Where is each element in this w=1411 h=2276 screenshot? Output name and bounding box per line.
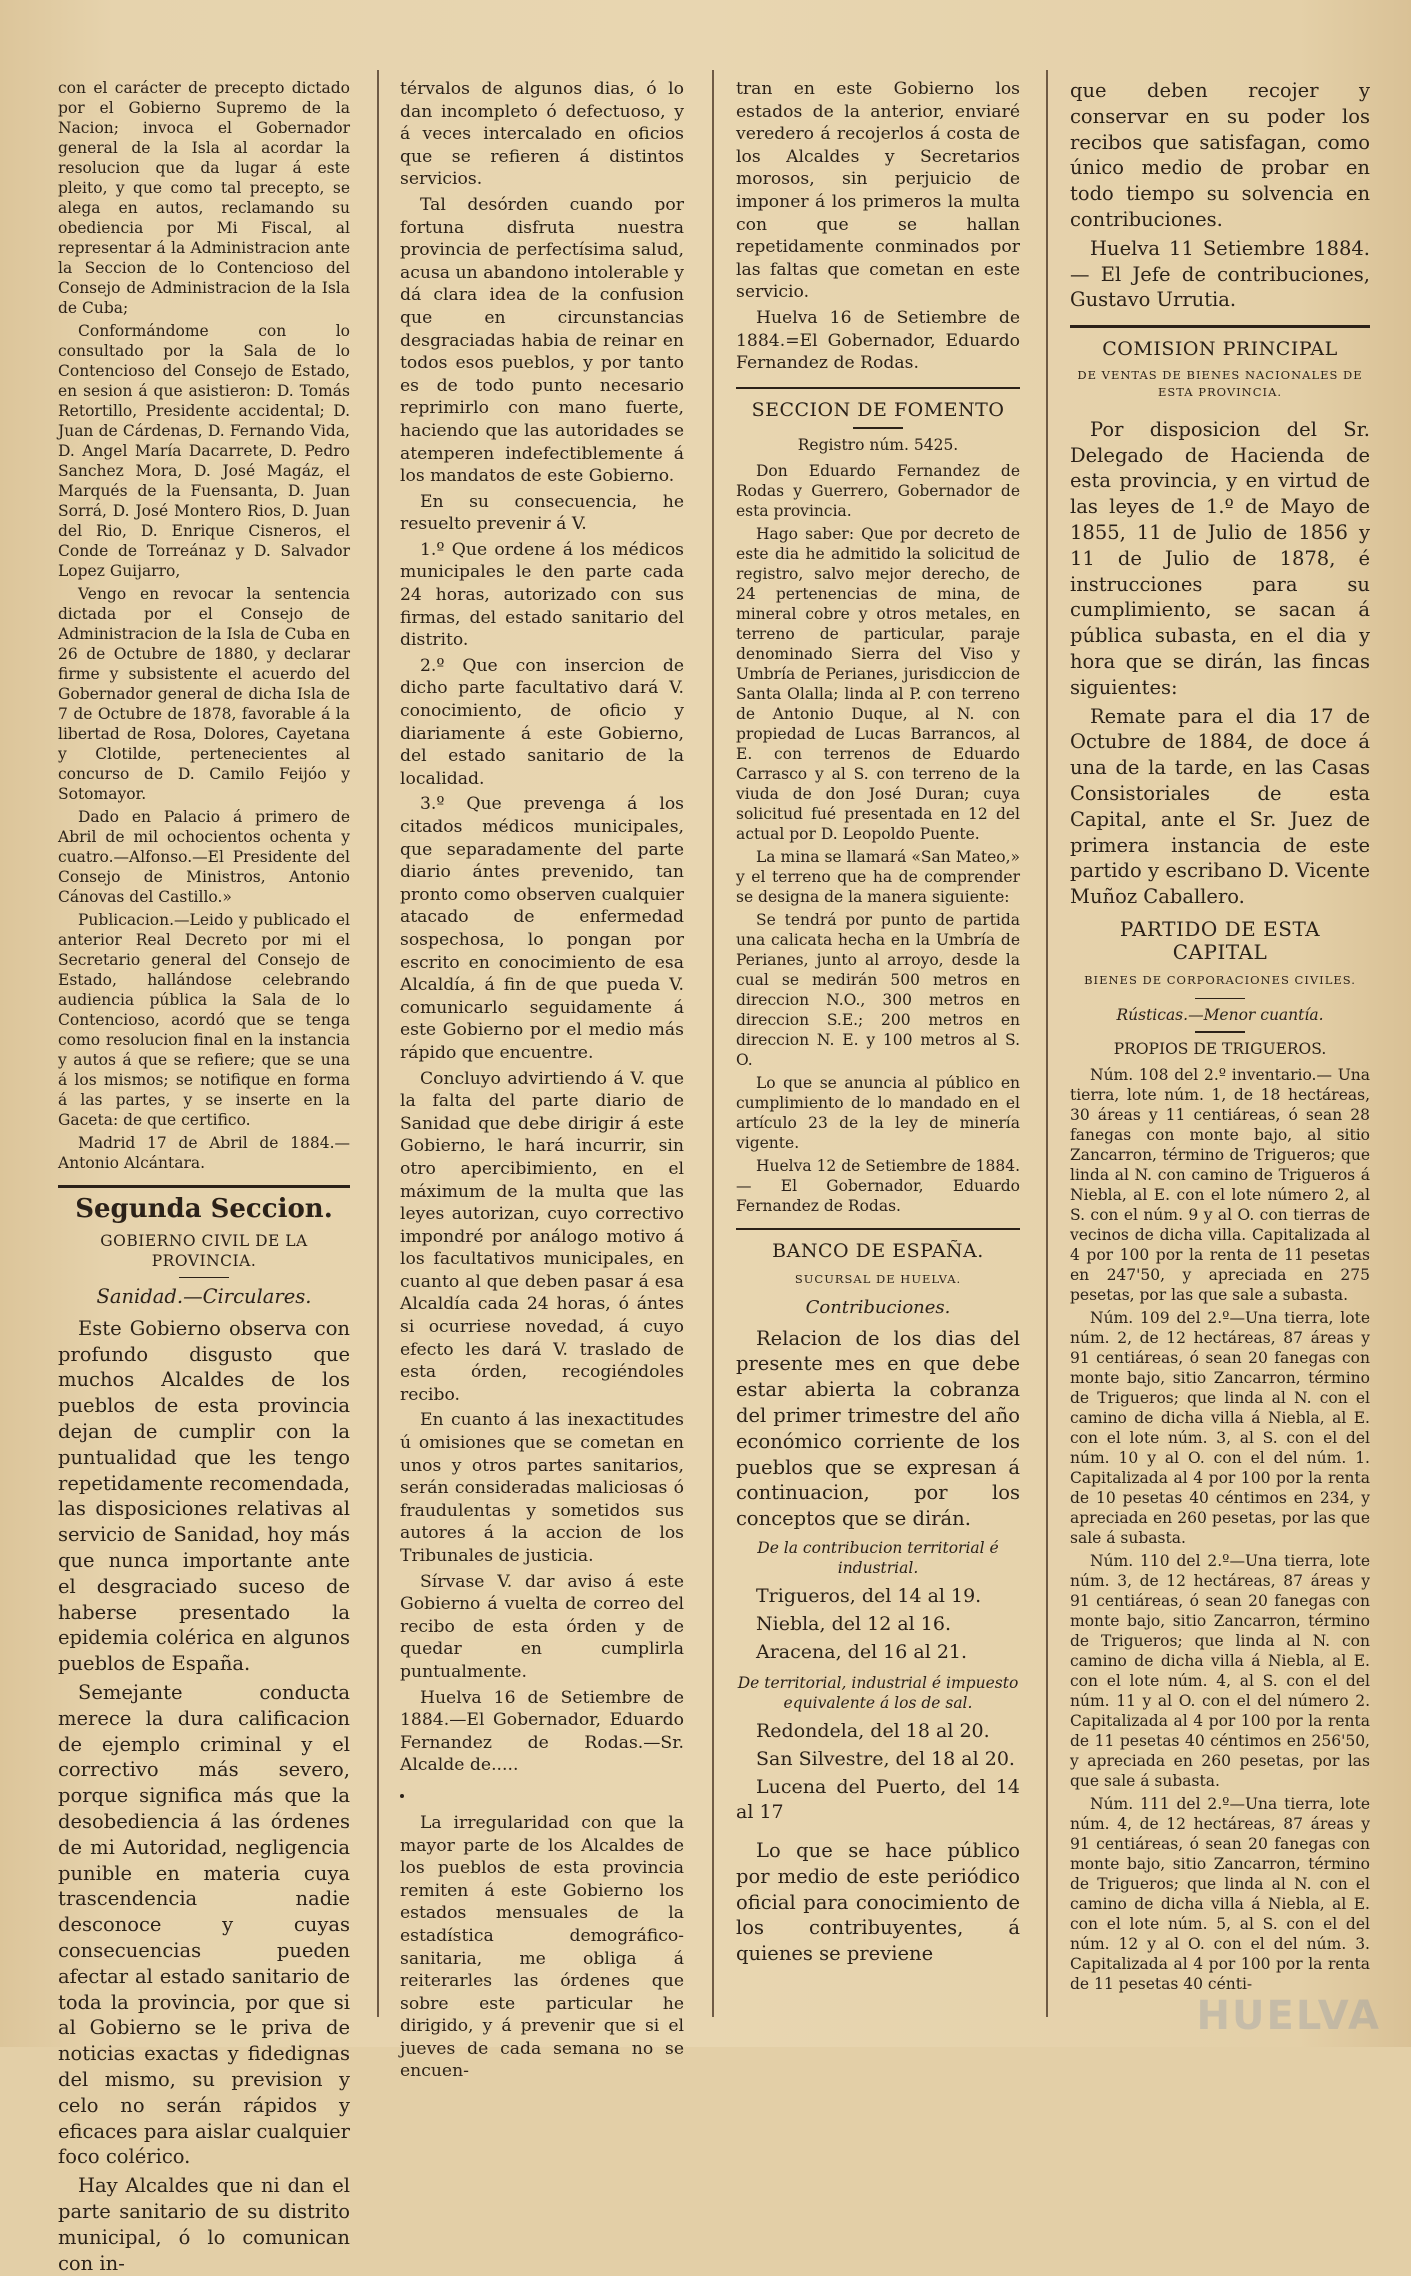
paragraph: térvalos de algunos dias, ó lo dan incompleto ó defectuoso, y á veces intercalado en oficios que se refieren á distintos servicios. bbox=[400, 79, 684, 190]
section-heading: SECCION DE FOMENTO bbox=[751, 398, 1005, 421]
paragraph: tran en este Gobierno los estados de la anterior, enviaré veredero á recojerlos á costa de los Alcaldes y Secretarios morosos, sin perjuicio de imponer á los primeros la multa con que se hallan repetidamente conminados por las faltas que cometan en este servicio. bbox=[736, 79, 1020, 303]
paragraph: Se tendrá por punto de partida una calicata hecha en la Umbría de Perianes, junto al arroyo, desde la cual se medirán 500 metros en direccion N.O., 300 metros en direccion S.E.; 200 metros en direccion N. E. y 100 metros al S. O. bbox=[736, 910, 1020, 1069]
paragraph: Hay Alcaldes que ni dan el parte sanitario de su distrito municipal, ó lo comunican con in- bbox=[58, 2174, 350, 2275]
paragraph: La mina se llamará «San Mateo,» y el terreno que ha de comprender se designa de la manera siguiente: bbox=[736, 847, 1020, 906]
paragraph: 2.º Que con insercion de dicho parte facultativo dará V. conocimiento, de oficio y diariamente á este Gobierno, del estado sanitario de la localidad. bbox=[400, 655, 684, 789]
list-item: Lucena del Puerto, del 14 al 17 bbox=[736, 1775, 1020, 1823]
paragraph: Sírvase V. dar aviso á este Gobierno á vuelta de correo del recibo de esta órden y de quedar en cumplirla puntualmente. bbox=[400, 1571, 684, 1682]
section-heading: COMISION PRINCIPAL bbox=[1102, 338, 1338, 361]
column-2 bbox=[400, 78, 684, 2082]
list-item: Trigueros, del 14 al 19. bbox=[756, 1584, 982, 1607]
paragraph: Lo que se anuncia al público en cumplimiento de lo mandado en el artículo 23 de la ley de minería vigente. bbox=[736, 1073, 1020, 1152]
section-divider bbox=[58, 1185, 350, 1188]
signature-paragraph: Huelva 16 de Setiembre de 1884.—El Gobernador, Eduardo Fernandez de Rodas.—Sr. Alcalde de..... bbox=[400, 1687, 684, 1776]
short-divider bbox=[853, 427, 903, 429]
column-1 bbox=[58, 78, 350, 2275]
lot-entry: Núm. 109 del 2.º—Una tierra, lote núm. 2, de 12 hectáreas, 87 áreas y 91 centiáreas, ó sean 20 fanegas con monte bajo, sitio Zancarron, término de Trigueros; que linda al N. con el camino de dicha villa á Niebla, al E. con el lote núm. 3, al S. con el del núm. 10 y al O. con el del núm. 1. Capitalizada al 4 por 100 por la renta de 10 pesetas 40 céntimos en 234, y apreciada en 260 pesetas, por las que sale á subasta. bbox=[1070, 1308, 1370, 1547]
subsection-heading: PROPIOS DE TRIGUEROS. bbox=[1113, 1039, 1327, 1058]
list-item: San Silvestre, del 18 al 20. bbox=[756, 1747, 1015, 1770]
paragraph: La irregularidad con que la mayor parte de los Alcaldes de los pueblos de esta provincia remiten á este Gobierno los estados mensuales de la estadística demográfico-sanitaria, me obliga á reiterarles las órdenes que sobre este particular he dirigido, y á prevenir que si el jueves de cada semana no se encuen- bbox=[400, 1812, 684, 2082]
column-rule bbox=[712, 70, 714, 2017]
lot-entry: Núm. 111 del 2.º—Una tierra, lote núm. 4, de 12 hectáreas, 87 áreas y 91 centiáreas, ó sean 20 fanegas con monte bajo, sitio Zancarron, término de Trigueros; que linda al N. con el camino de dicha villa á Niebla, al E. con el lote núm. 5, al S. con el del núm. 12 y al O. con el del núm. 3. Capitalizada al 4 por 100 por la renta de 11 pesetas 40 cénti- bbox=[1070, 1794, 1370, 1993]
column-rule bbox=[1046, 70, 1048, 2017]
paragraph: Tal desórden cuando por fortuna disfruta nuestra provincia de perfectísima salud, acusa un abandono intolerable y dá clara idea de la confusion que en circunstancias desgraciadas habia de reinar en todos esos pueblos, y por tanto es de todo punto necesario reprimirlo con mano fuerte, haciendo que las autoridades se atemperen indefectiblemente á los mandatos de este Gobierno. bbox=[400, 194, 684, 487]
paragraph: Vengo en revocar la sentencia dictada por el Consejo de Administracion de la Isla de Cuba en 26 de Octubre de 1880, y declarar firme y subsistente el acuerdo del Gobernador general de dicha Isla de 7 de Octubre de 1878, favorable á la libertad de Rosa, Dolores, Cayetana y Clotilde, pertenecientes al concurso de D. Camilo Feijóo y Sotomayor. bbox=[58, 585, 350, 803]
section-heading: BANCO DE ESPAÑA. bbox=[772, 1239, 984, 1262]
paragraph: Concluyo advirtiendo á V. que la falta del parte diario de Sanidad que debe dirigir á este Gobierno, le hará incurrir, sin otro apercibimiento, en el máximum de la multa que las leyes autorizan, cuyo correctivo impondré por análogo motivo á los facultativos municipales, en cuanto al que deben pasar á esa Alcaldía cada 24 horas, ó ántes si ocurriese novedad, á cuyo efecto les dará V. traslado de esta órden, recogiéndoles recibo. bbox=[400, 1068, 684, 1405]
section-divider bbox=[1070, 325, 1370, 328]
list-item: Aracena, del 16 al 21. bbox=[756, 1640, 968, 1663]
registry-number: Registro núm. 5425. bbox=[797, 435, 959, 454]
paragraph: Relacion de los dias del presente mes en que debe estar abierta la cobranza del primer trimestre del año económico corriente de los pueblos que se expresan á continuacion, por los conceptos que se dirán. bbox=[736, 1326, 1020, 1531]
paragraph: 1.º Que ordene á los médicos municipales le den parte cada 24 horas, autorizado con sus firmas, del estado sanitario del distrito. bbox=[400, 539, 684, 651]
paragraph: con el carácter de precepto dictado por el Gobierno Supremo de la Nacion; invoca el Gobernador general de la Isla al acordar la resolucion que da lugar á este pleito, y que como tal precepto, se alega en autos, reclamando su obediencia por Mi Fiscal, al representar á la Administracion ante la Seccion de lo Contencioso del Consejo de Administracion de la Isla de Cuba; bbox=[58, 79, 350, 317]
short-divider bbox=[1195, 998, 1245, 1000]
paragraph: En cuanto á las inexactitudes ú omisiones que se cometan en unos y otros partes sanitarios, serán consideradas maliciosas ó fraudulentas y sometidos sus autores á la accion de los Tribunales de justicia. bbox=[400, 1410, 684, 1566]
paragraph: Dado en Palacio á primero de Abril de mil ochocientos ochenta y cuatro.—Alfonso.—El Presidente del Consejo de Ministros, Antonio Cánovas del Castillo.» bbox=[58, 808, 350, 906]
paragraph: Lo que se hace público por medio de este periódico oficial para conocimiento de los contribuyentes, á quienes se previene bbox=[736, 1838, 1020, 1966]
section-heading: PARTIDO DE ESTA CAPITAL bbox=[1119, 916, 1321, 964]
paragraph: Publicacion.—Leido y publicado el anterior Real Decreto por mi el Secretario general del Consejo de Estado, hallándose celebrando audiencia pública la Sala de lo Contencioso, acordó que se tenga como resolucion final en la instancia y autos á que se refiere; que se una á los mismos; se notifique en forma á las partes, y se inserte en la Gaceta: de que certifico. bbox=[58, 911, 350, 1129]
section-title: Segunda Seccion. bbox=[75, 1194, 333, 1224]
signature-paragraph: Huelva 11 Setiembre 1884.— El Jefe de contribuciones, Gustavo Urrutia. bbox=[1070, 236, 1370, 312]
short-divider bbox=[179, 1277, 229, 1279]
paragraph: Don Eduardo Fernandez de Rodas y Guerrero, Gobernador de esta provincia. bbox=[736, 461, 1020, 520]
column-3 bbox=[736, 78, 1020, 2027]
column-rule bbox=[377, 70, 379, 2017]
section-divider bbox=[736, 387, 1020, 389]
paragraph: Madrid 17 de Abril de 1884.— Antonio Alcántara. bbox=[58, 1134, 350, 1172]
department-heading: GOBIERNO CIVIL DE LA PROVINCIA. bbox=[100, 1231, 308, 1270]
list-heading: De la contribucion territorial é industrial. bbox=[757, 1538, 999, 1577]
paragraph: En su consecuencia, he resuelto prevenir á V. bbox=[400, 491, 684, 535]
subsection-heading: Sanidad.—Circulares. bbox=[96, 1285, 312, 1309]
paragraph: Remate para el dia 17 de Octubre de 1884, de doce á una de la tarde, en las Casas Consistoriales de esta Capital, ante el Sr. Juez de primera instancia de este partido y escribano D. Vicente Muñoz Caballero. bbox=[1070, 704, 1370, 909]
subsection-heading: SUCURSAL DE HUELVA. bbox=[794, 1272, 962, 1287]
subsection-heading: Rústicas.—Menor cuantía. bbox=[1116, 1006, 1324, 1025]
signature-paragraph: Huelva 16 de Setiembre de 1884.=El Gobernador, Eduardo Fernandez de Rodas. bbox=[736, 307, 1020, 374]
paragraph: que deben recojer y conservar en su poder los recibos que satisfagan, como único medio de probar en todo tiempo su solvencia en contribuciones. bbox=[1070, 79, 1370, 231]
lot-entry: Núm. 110 del 2.º—Una tierra, lote núm. 3, de 12 hectáreas, 87 áreas y 91 centiáreas, ó sean 20 fanegas con monte bajo, sitio Zancarron, término de Trigueros; que linda al N. con camino de dicha villa á Niebla, al E. con el lote núm. 4, al S. con el del núm. 11 y al O. con el del número 2. Capitalizada al 4 por 100 por la renta de 11 pesetas 40 céntimos en 256'50, y apreciada en 260 pesetas, por las que sale á subasta. bbox=[1070, 1551, 1370, 1790]
paragraph: Este Gobierno observa con profundo disgusto que muchos Alcaldes de los pueblos de esta provincia dejan de cumplir con la puntualidad que les tengo repetidamente recomendada, las disposiciones relativas al servicio de Sanidad, hoy más que nunca importante ante el desgraciado suceso de haberse presentado la epidemia colérica en algunos pueblos de España. bbox=[58, 1316, 350, 1676]
list-heading: De territorial, industrial é impuesto equivalente á los de sal. bbox=[737, 1673, 1019, 1712]
paragraph: Conformándome con lo consultado por la Sala de lo Contencioso del Consejo de Estado, en sesion á que asistieron: D. Tomás Retortillo, Presidente accidental; D. Juan de Cárdenas, D. Fernando Vida, D. Angel María Dacarrete, D. Pedro Sanchez Mora, D. José Magáz, el Marqués de la Fuensanta, D. Juan Sorrá, D. José Montero Rios, D. Juan del Rio, D. Enrique Cisneros, el Conde de Torreánaz y D. Salvador Lopez Guijarro, bbox=[58, 322, 350, 580]
watermark-logo: HUELVA bbox=[1196, 1993, 1381, 2039]
paragraph: Hago saber: Que por decreto de este dia he admitido la solicitud de registro, salvo mejor derecho, de 24 pertenencias de mina, de mineral cobre y otros metales, en terreno de particular, paraje denominado Sierra del Viso y Umbría de Perianes, jurisdiccion de Santa Olalla; linda al P. con terreno de Antonio Duque, al N. con propiedad de Lucas Barrancos, al E. con terrenos de Eduardo Carrasco y al S. con terreno de la viuda de don José Duran; cuya solicitud fué presentada en 12 del actual por D. Leopoldo Puente. bbox=[736, 524, 1020, 843]
paragraph: Por disposicion del Sr. Delegado de Hacienda de esta provincia, y en virtud de las leyes de 1.º de Mayo de 1855, 11 de Julio de 1856 y 11 de Julio de 1878, é instrucciones para su cumplimiento, se sacan á pública subasta, en el dia y hora que se dirán, las fincas siguientes: bbox=[1070, 417, 1370, 699]
list-item: Niebla, del 12 al 16. bbox=[756, 1612, 951, 1635]
list-item: Redondela, del 18 al 20. bbox=[756, 1719, 990, 1742]
paragraph: Semejante conducta merece la dura calificacion de ejemplo criminal y el correctivo más severo, porque significa más que la desobediencia á las órdenes de mi Autoridad, negligencia punible en materia cuya trascendencia nadie desconoce y cuyas consecuencias pueden afectar al estado sanitario de toda la provincia, por que si al Gobierno se le priva de noticias exactas y fidedignas del mismo, su prevision y celo no serán rápidos y eficaces para aislar cualquier foco colérico. bbox=[58, 1681, 350, 2169]
lot-entry: Núm. 108 del 2.º inventario.— Una tierra, lote núm. 1, de 18 hectáreas, 30 áreas y 11 centiáreas, ó sean 28 fanegas con monte bajo, al sitio Zancarron, término de Trigueros; que linda al N. con camino de Trigueros á Niebla, al E. con el lote número 2, al S. con el núm. 9 y al O. con tierras de vecinos de dicha villa. Capitalizada al 4 por 100 por la renta de 11 pesetas en 247'50, y apreciada en 275 pesetas, por las que sale a subasta. bbox=[1070, 1065, 1370, 1304]
dot-divider bbox=[400, 1794, 404, 1798]
short-divider bbox=[1195, 1031, 1245, 1033]
subsection-heading: BIENES DE CORPORACIONES CIVILES. bbox=[1084, 973, 1356, 988]
section-divider bbox=[736, 1228, 1020, 1230]
signature-paragraph: Huelva 12 de Setiembre de 1884.— El Gobernador, Eduardo Fernandez de Rodas. bbox=[736, 1156, 1020, 1215]
subsection-heading: Contribuciones. bbox=[805, 1297, 951, 1318]
column-4 bbox=[1070, 78, 1370, 2027]
subsection-heading: DE VENTAS DE BIENES NACIONALES DE ESTA PROVINCIA. bbox=[1077, 367, 1363, 399]
paragraph: 3.º Que prevenga á los citados médicos municipales, que separadamente del parte diario ántes prevenido, tan pronto como observen cualquier atacado de enfermedad sospechosa, lo pongan por escrito en conocimiento de esa Alcaldía, á fin de que pueda V. comunicarlo seguidamente á este Gobierno por el medio más rápido que encuentre. bbox=[400, 794, 684, 1063]
